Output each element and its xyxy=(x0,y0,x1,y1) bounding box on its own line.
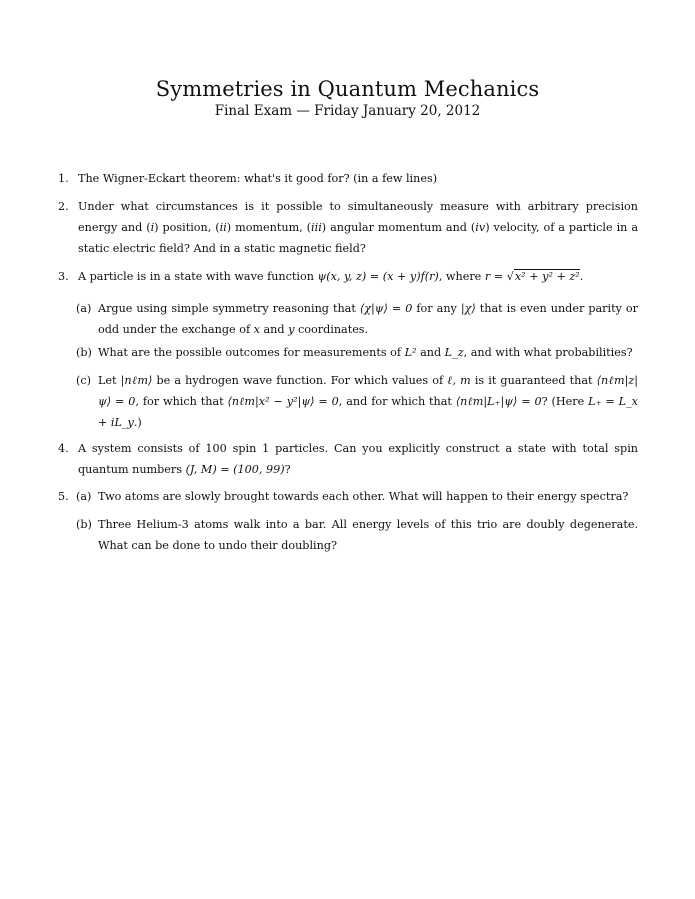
question-4 xyxy=(58,438,638,480)
question-number: 5. xyxy=(58,490,69,503)
wave-function-formula: ψ(x, y, z) = (x + y)f(r) xyxy=(317,270,439,283)
subpart-text: Three Helium-3 atoms walk into a bar. All energy levels of this trio are doubly degenerate. What can be done to undo their doubling? xyxy=(98,518,638,552)
question-3b xyxy=(76,342,638,363)
question-text: A particle is in a state with wave function ψ(x, y, z) = (x + y)f(r), where r = √x² + y² + z². xyxy=(78,266,638,287)
question-3 xyxy=(58,266,638,287)
question-3c xyxy=(76,370,639,433)
exam-subtitle: Final Exam — Friday January 20, 2012 xyxy=(214,103,481,119)
question-number: 4. xyxy=(58,442,69,455)
question-5b xyxy=(76,514,638,556)
question-number: 3. xyxy=(58,270,69,283)
question-1 xyxy=(58,168,638,189)
exam-title: Symmetries in Quantum Mechanics xyxy=(155,77,540,101)
question-5a xyxy=(76,486,638,507)
subpart-text: Let |nℓm⟩ be a hydrogen wave function. For which values of ℓ, m is it guaranteed that ⟨nℓm|z|ψ⟩ = 0, for which that ⟨nℓm|x² − y²|ψ⟩ = 0, and for which that ⟨nℓm|L₊|ψ⟩ = 0? (Here L₊ = L_x + iL_y.) xyxy=(98,374,639,429)
sqrt-expression: √x² + y² + z² xyxy=(506,270,580,283)
subpart-label: (b) xyxy=(76,518,92,531)
subpart-label: (a) xyxy=(76,490,92,503)
question-text: Under what circumstances is it possible to simultaneously measure with arbitrary precision energy and (i) position, (ii) momentum, (iii) angular momentum and (iv) velocity, of a particle in a static electric field? And in a static magnetic field? xyxy=(78,200,638,255)
subpart-label: (b) xyxy=(76,346,92,359)
question-number: 1. xyxy=(58,172,69,185)
question-text: A system consists of 100 spin 1 particles. Can you explicitly construct a state with total spin quantum numbers (J, M) = (100, 99)? xyxy=(78,442,638,476)
subpart-text: Argue using simple symmetry reasoning that ⟨χ|ψ⟩ = 0 for any |χ⟩ that is even under parity or odd under the exchange of x and y coordinates. xyxy=(98,302,638,336)
question-3a xyxy=(76,298,638,340)
subpart-label: (a) xyxy=(76,302,92,315)
question-text: The Wigner-Eckart theorem: what's it good for? (in a few lines) xyxy=(78,172,438,185)
subpart-text: What are the possible outcomes for measurements of L² and L_z, and with what probabilities? xyxy=(98,346,633,359)
question-2 xyxy=(58,196,638,259)
question-number: 2. xyxy=(58,200,69,213)
subpart-label: (c) xyxy=(76,374,91,387)
subpart-text: Two atoms are slowly brought towards each other. What will happen to their energy spectra? xyxy=(98,490,629,503)
